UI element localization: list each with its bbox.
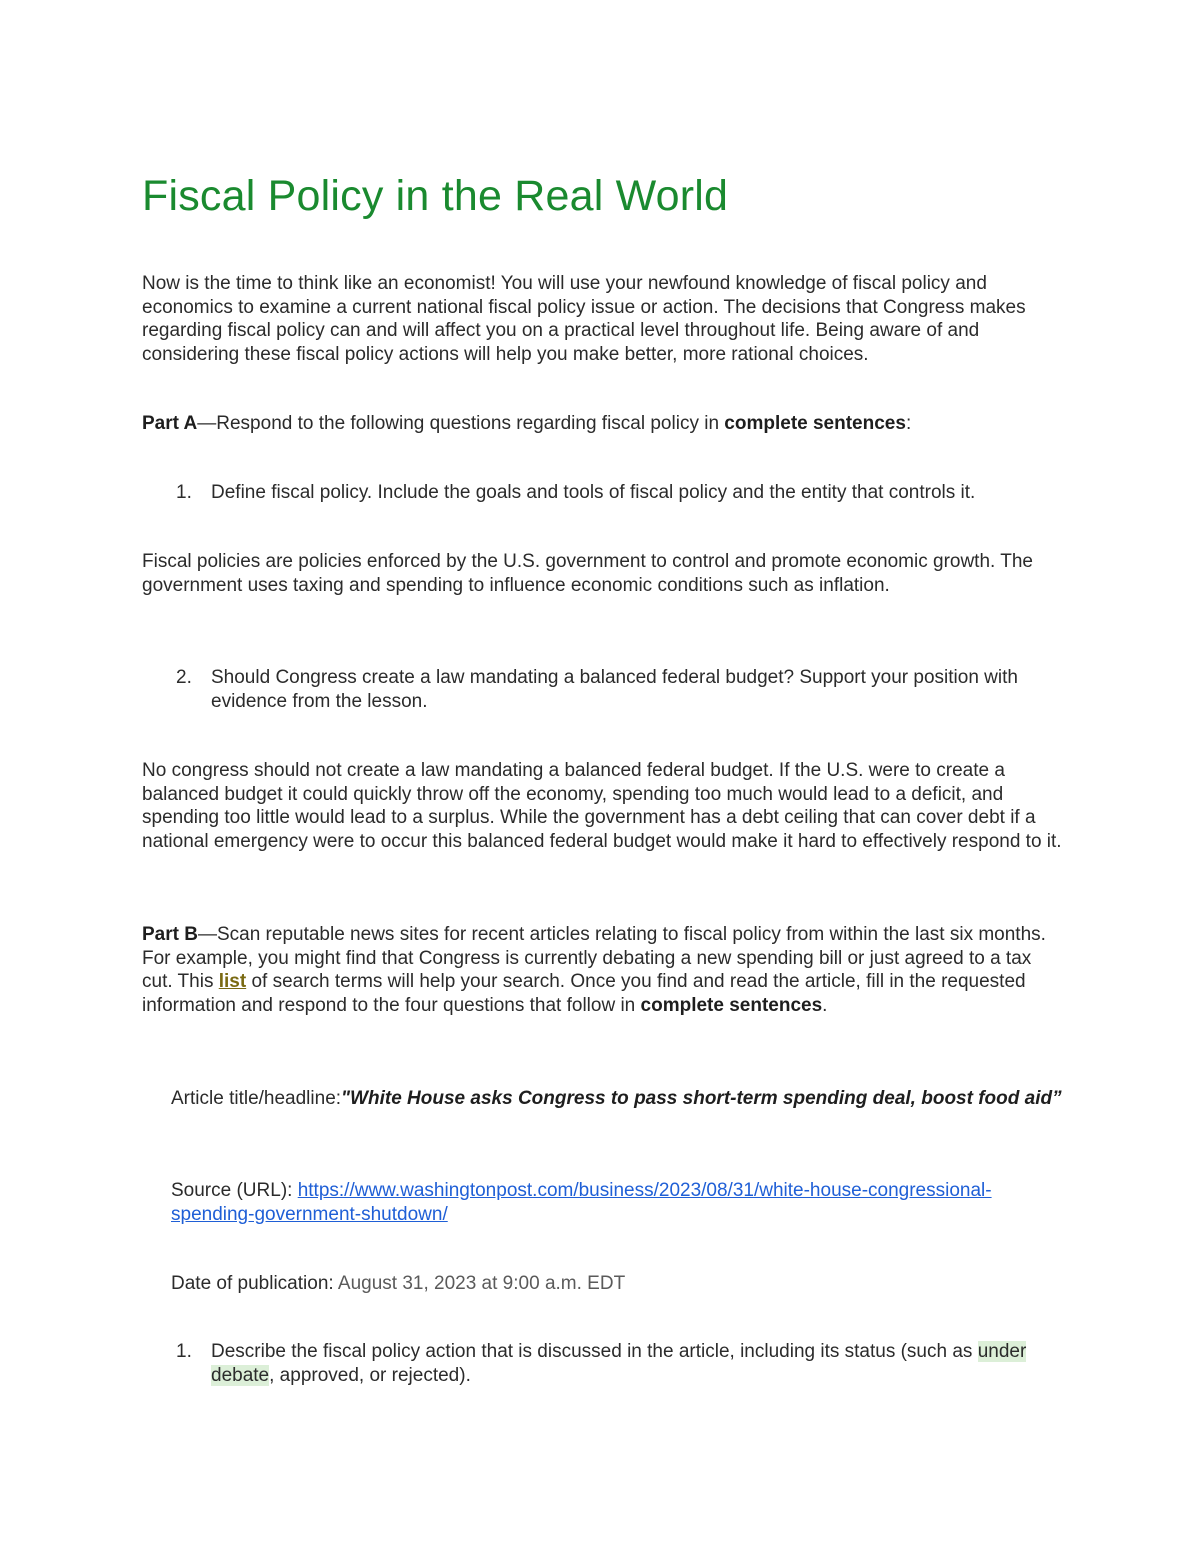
article-title: "White House asks Congress to pass short-term spending deal, boost food aid”: [341, 1088, 1062, 1109]
date-label: Date of publication:: [171, 1273, 338, 1294]
highlighted-text: under debate: [211, 1341, 1027, 1386]
question-text: [211, 1340, 1062, 1387]
publication-date: [171, 1272, 1062, 1296]
question-text-end: , approved, or rejected).: [269, 1364, 471, 1386]
part-b-prompt: [142, 923, 1062, 1017]
part-a-label: Part A: [142, 413, 198, 434]
list-number: 1.: [176, 482, 192, 503]
date-value: August 31, 2023 at 9:00 a.m. EDT: [337, 1273, 626, 1294]
part-a-prompt-text: —Respond to the following questions regarding fiscal policy in: [197, 413, 725, 434]
part-b-prompt-mid: of search terms will help your search. Once you find and read the article, fill in the requested information and respond to the four questions that follow in: [142, 971, 1026, 1016]
question-text: Should Congress create a law mandating a balanced federal budget? Support your position with evidence from the lesson.: [211, 667, 1018, 712]
list-number: 1.: [176, 1341, 192, 1362]
search-terms-list-link[interactable]: list: [218, 971, 247, 992]
intro-paragraph: Now is the time to think like an economist! You will use your newfound knowledge of fiscal policy and economics to examine a current national fiscal policy issue or action. The decisions that Congress makes regarding fiscal policy can and will affect you on a practical level throughout life. Being aware of and considering these fiscal policy actions will help you make better, more rational choices.: [142, 273, 1026, 365]
part-b-prompt-text: —Scan reputable news sites for recent articles relating to fiscal policy from within the last six months. For example, you might find that Congress is currently debating a new spending bill or just agreed to a tax cut. This: [142, 924, 1046, 992]
part-b-prompt-bold: complete sentences: [640, 994, 823, 1016]
part-a-prompt-end: :: [905, 413, 912, 434]
question-text-start: Describe the fiscal policy action that is discussed in the article, including its status (such as: [211, 1341, 978, 1362]
part-a-answer-1: Fiscal policies are policies enforced by the U.S. government to control and promote economic growth. The government uses taxing and spending to influence economic conditions such as inflation.: [142, 551, 1033, 596]
article-label: Article title/headline:: [171, 1088, 342, 1109]
article-source: [171, 1179, 1062, 1226]
part-a-prompt-bold: complete sentences: [724, 413, 906, 434]
part-b-label: Part B: [142, 924, 198, 945]
question-text: Define fiscal policy. Include the goals and tools of fiscal policy and the entity that controls it.: [211, 482, 976, 503]
list-number: 2.: [176, 667, 192, 688]
source-url-link[interactable]: https://www.washingtonpost.com/business/2023/08/31/white-house-congressional-spending-government-shutdown/: [171, 1180, 992, 1225]
part-b-prompt-end: .: [822, 994, 828, 1016]
article-headline: [171, 1087, 1062, 1111]
source-label: Source (URL):: [171, 1180, 298, 1201]
part-a-prompt: [142, 412, 1062, 436]
part-a-answer-2: No congress should not create a law mandating a balanced federal budget. If the U.S. were to create a balanced budget it could quickly throw off the economy, spending too much would lead to a deficit, and spending too little would lead to a surplus. While the government has a debt ceiling that can cover debt if a national emergency were to occur this balanced federal budget would make it hard to effectively respond to it.: [142, 760, 1062, 852]
page-title: Fiscal Policy in the Real World: [142, 172, 729, 220]
